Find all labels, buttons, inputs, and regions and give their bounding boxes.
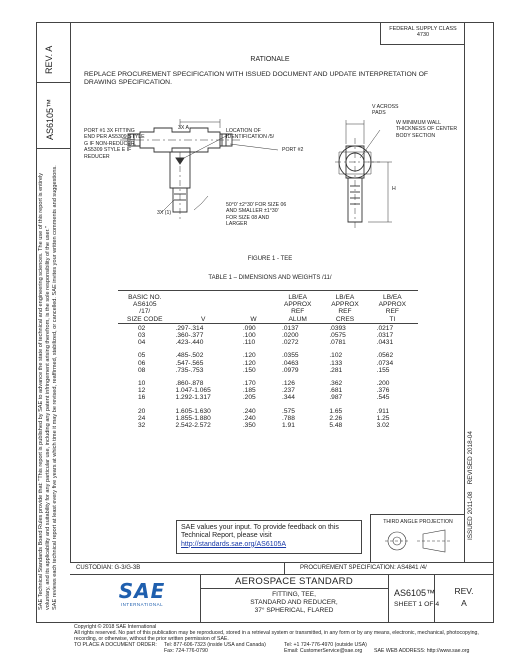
cres-cell: 1.65: [329, 407, 343, 415]
v-cell: [176, 325, 235, 332]
v-min: .485-: [175, 352, 191, 360]
alum-cell: .344: [282, 394, 295, 402]
table-row: [118, 394, 418, 401]
feedback-box: [176, 520, 362, 554]
v-max: 2.572: [194, 422, 211, 430]
v-max: .565: [190, 359, 204, 367]
frame-inner-left: [70, 22, 71, 562]
v-min: .297-: [175, 324, 191, 332]
cres-cell: .133: [329, 359, 343, 367]
w-min-wall-label: W MINIMUM WALL THICKNESS OF CENTER BODY SECTION: [396, 120, 458, 139]
table-top-rule: [118, 290, 418, 291]
alum-cell: .126: [282, 380, 295, 388]
ti-cell: .155: [376, 366, 390, 374]
footer: [74, 624, 494, 654]
part-description: FITTING, TEE, STANDARD AND REDUCER, 37° SPHERICAL, FLARED: [250, 591, 338, 614]
w-cell: .100: [242, 332, 256, 340]
size-cell: 24: [138, 414, 146, 422]
size-cell: 06: [138, 359, 146, 367]
alum-cell: .0355: [282, 352, 299, 360]
rationale-heading: RATIONALE: [250, 56, 290, 63]
table-row: [118, 325, 418, 332]
size-cell: 20: [138, 407, 146, 415]
cres-cell: .281: [329, 366, 343, 374]
table-row: [118, 360, 418, 367]
doc-number: AS6105™: [394, 588, 436, 598]
projection-label: THIRD ANGLE PROJECTION: [383, 519, 453, 525]
v-min: .360-: [175, 332, 191, 340]
ti-cell: .0562: [376, 352, 394, 360]
size-cell: 10: [138, 380, 146, 388]
custodian-label: CUSTODIAN: G-3/G-3B: [76, 565, 141, 571]
ti-cell: .911: [376, 407, 389, 415]
size-cell: 03: [138, 332, 146, 340]
figure-caption: FIGURE 1 - TEE: [247, 256, 293, 262]
v-max: .753: [190, 366, 204, 374]
v-min: 1.047-: [175, 387, 195, 395]
v-max: .502: [190, 352, 204, 360]
v-cell: [176, 394, 235, 401]
v-cell: [176, 352, 235, 359]
table-row: [118, 422, 418, 429]
titleblock-div3: [388, 574, 389, 622]
alum-cell: .0272: [282, 339, 299, 347]
three-x-one-label: 3X (1): [157, 210, 172, 216]
port1-note: PORT #1 3X FITTING END PER AS5309 STYLE G IF NON-REDUCER, AS5309 STYLE E IF REDUCER: [84, 128, 145, 160]
sae-logo-text: SAE: [118, 579, 166, 603]
table-row: [118, 339, 418, 346]
cres-cell: 5.48: [329, 422, 343, 430]
size-cell: 16: [138, 394, 146, 402]
standard-title: AEROSPACE STANDARD: [234, 576, 353, 587]
titleblock-row2: [70, 574, 493, 575]
header-ti: LB/EA APPROX REF TI: [378, 294, 407, 323]
w-cell: .240: [242, 414, 256, 422]
doc-id-vertical: AS6105™: [45, 98, 55, 140]
v-min: .860-: [175, 380, 191, 388]
cres-cell: .681: [329, 387, 343, 395]
v-cell: [176, 380, 235, 387]
w-cell: .090: [242, 324, 256, 332]
v-max: 1.065: [194, 387, 211, 395]
size-cell: 02: [138, 324, 146, 332]
federal-supply-label: FEDERAL SUPPLY CLASS: [389, 26, 457, 32]
table-row: [118, 380, 418, 387]
cres-cell: 2.26: [329, 414, 343, 422]
size-cell: 08: [138, 366, 146, 374]
v-min: 1.605-: [175, 407, 195, 415]
alum-cell: .0200: [282, 332, 299, 340]
ti-cell: .0317: [376, 332, 394, 340]
cres-cell: .362: [329, 380, 343, 388]
v-cell: [176, 360, 235, 367]
dimensions-table: [118, 294, 418, 429]
port2-label: PORT #2: [282, 147, 304, 153]
cres-cell: .987: [329, 394, 343, 402]
ti-cell: .376: [376, 387, 390, 395]
rationale-text: REPLACE PROCUREMENT SPECIFICATION WITH ISSUED DOCUMENT AND UPDATE INTERPRETATION OF DRAWING SPECIFICATION.: [84, 71, 429, 87]
v-cell: [176, 387, 235, 394]
rev-label-vertical: REV. A: [44, 45, 54, 74]
ti-cell: .545: [376, 394, 390, 402]
projection-symbol: [371, 525, 465, 559]
footer-rights-2: recording, or otherwise, without the prior written permission of SAE.: [74, 636, 229, 643]
titleblock-top: [70, 562, 493, 563]
federal-supply-box: [380, 22, 465, 45]
ti-cell: .0217: [376, 324, 394, 332]
v-max: 1.880: [194, 414, 211, 422]
table-row: [118, 352, 418, 359]
v-min: .547-: [175, 359, 191, 367]
alum-cell: 1.91: [282, 422, 295, 430]
header-cres: LB/EA APPROX REF CRES: [331, 294, 359, 323]
sae-rules-text: SAE Technical Standards Board Rules provide that: "This report is published by SAE to advance the state of technical and engineering sciences. The use of this report is entirely voluntary, and its applicability and suitability for any particular use, including any patent infringement arising therefrom, is the sole responsibility of the user." SAE reviews each technical report at least every five years at which time it may be revised, reaffirmed, stabilized, or cancelled. SAE invites your written comments and suggestions.: [38, 165, 58, 610]
w-cell: .170: [242, 380, 256, 388]
v-min: 2.542-: [175, 422, 195, 430]
issued-revised: ISSUED 2011-08 REVISED 2018-04: [467, 431, 474, 540]
footer-rights-1: All rights reserved. No part of this publication may be reproduced, stored in a retrieval system or transmitted, in any form or by any means, electronic, mechanical, photocopying,: [74, 630, 479, 637]
v-cell: [176, 332, 235, 339]
titleblock-div1: [284, 562, 285, 574]
footer-contact-row: Fax: 724-776-0790 Email: CustomerService@sae.org SAE WEB ADDRESS: http://www.sae.org: [164, 648, 470, 655]
table-row: [118, 332, 418, 339]
ti-cell: .0734: [376, 359, 394, 367]
v-cell: [176, 415, 235, 422]
v-cell: [176, 339, 235, 346]
frame-right: [493, 22, 494, 622]
header-basic-no: BASIC NO. AS6105 /17/ SIZE CODE: [126, 294, 163, 323]
cres-cell: .0575: [329, 332, 346, 340]
frame-left: [36, 22, 37, 622]
size-cell: 05: [138, 352, 146, 360]
v-min: .423-: [175, 339, 191, 347]
alum-cell: .788: [282, 414, 295, 422]
w-cell: .350: [242, 422, 256, 430]
cres-cell: .0781: [329, 339, 346, 347]
table-row: [118, 408, 418, 415]
w-cell: .120: [242, 359, 256, 367]
frame-inner-right: [464, 22, 465, 562]
w-cell: .110: [242, 339, 256, 347]
ti-cell: .0431: [376, 339, 394, 347]
ti-cell: .200: [376, 380, 390, 388]
size-cell: 04: [138, 339, 146, 347]
alum-cell: .575: [282, 407, 295, 415]
v-max: 1.317: [194, 394, 211, 402]
projection-box: [370, 514, 465, 563]
header-alum: LB/EA APPROX REF ALUM: [283, 294, 312, 323]
table-row: [118, 415, 418, 422]
sheet-label: SHEET 1 OF 4: [394, 601, 440, 608]
location-note: LOCATION OF IDENTIFICATION /5/: [226, 128, 275, 141]
ti-cell: 3.02: [376, 422, 390, 430]
v-max: .878: [190, 380, 204, 388]
procurement-label: PROCUREMENT SPECIFICATION: AS4841 /4/: [300, 565, 427, 571]
v-max: .377: [190, 332, 204, 340]
v-min: .735-: [175, 366, 191, 374]
cres-cell: .102: [329, 352, 343, 360]
size-cell: 32: [138, 422, 146, 430]
v-cell: [176, 408, 235, 415]
table-title: TABLE 1 – DIMENSIONS AND WEIGHTS /11/: [208, 275, 332, 281]
v-across-pads-label: V ACROSS PADS: [372, 104, 399, 117]
table-row: [118, 387, 418, 394]
cres-cell: .0393: [329, 324, 346, 332]
v-max: 1.630: [194, 407, 211, 415]
w-cell: .185: [242, 387, 256, 395]
feedback-text: SAE values your input. To provide feedback on this Technical Report, please visit: [181, 524, 339, 540]
angle-note: 50°0' ±2°30' FOR SIZE 06 AND SMALLER ±1°30' FOR SIZE 08 AND LARGER: [226, 202, 287, 228]
footer-copyright: Copyright © 2018 SAE International: [74, 624, 157, 630]
footer-order-row: TO PLACE A DOCUMENT ORDER: Tel: 877-606-7323 (inside USA and Canada) Tel: +1 724-776-4970 (outside USA): [74, 642, 367, 649]
w-cell: .120: [242, 352, 256, 360]
feedback-link[interactable]: http://standards.sae.org/AS6105A: [181, 540, 287, 548]
v-min: 1.292-: [175, 394, 195, 402]
table-row: [118, 367, 418, 374]
table-header-row: [118, 294, 418, 323]
ti-cell: 1.25: [376, 414, 390, 422]
h-dimension-label: H: [392, 186, 396, 192]
federal-supply-value: 4730: [416, 32, 430, 38]
v-cell: [176, 367, 235, 374]
alum-cell: .0137: [282, 324, 299, 332]
doc-id-divider: [36, 148, 70, 149]
alum-cell: .0463: [282, 359, 299, 367]
titleblock-rev-value: A: [461, 598, 467, 608]
size-cell: 12: [138, 387, 146, 395]
alum-cell: .0979: [282, 366, 299, 374]
sae-logo-subtext: INTERNATIONAL: [120, 602, 164, 607]
v-min: 1.855-: [175, 414, 195, 422]
w-cell: .205: [242, 394, 256, 402]
titleblock-rev-label: REV.: [454, 586, 474, 596]
titleblock-std-rule: [200, 588, 388, 589]
v-max: .314: [190, 324, 204, 332]
titleblock-bottom: [36, 622, 494, 623]
header-w: W: [250, 315, 257, 323]
alum-cell: .237: [282, 387, 295, 395]
v-max: .440: [190, 339, 204, 347]
v-cell: [176, 422, 235, 429]
header-v: V: [200, 315, 206, 323]
sae-logo: [112, 580, 172, 616]
w-cell: .150: [242, 366, 256, 374]
w-cell: .240: [242, 407, 256, 415]
rev-box-divider: [36, 82, 70, 83]
three-x-a-label: 3X A: [178, 125, 189, 131]
